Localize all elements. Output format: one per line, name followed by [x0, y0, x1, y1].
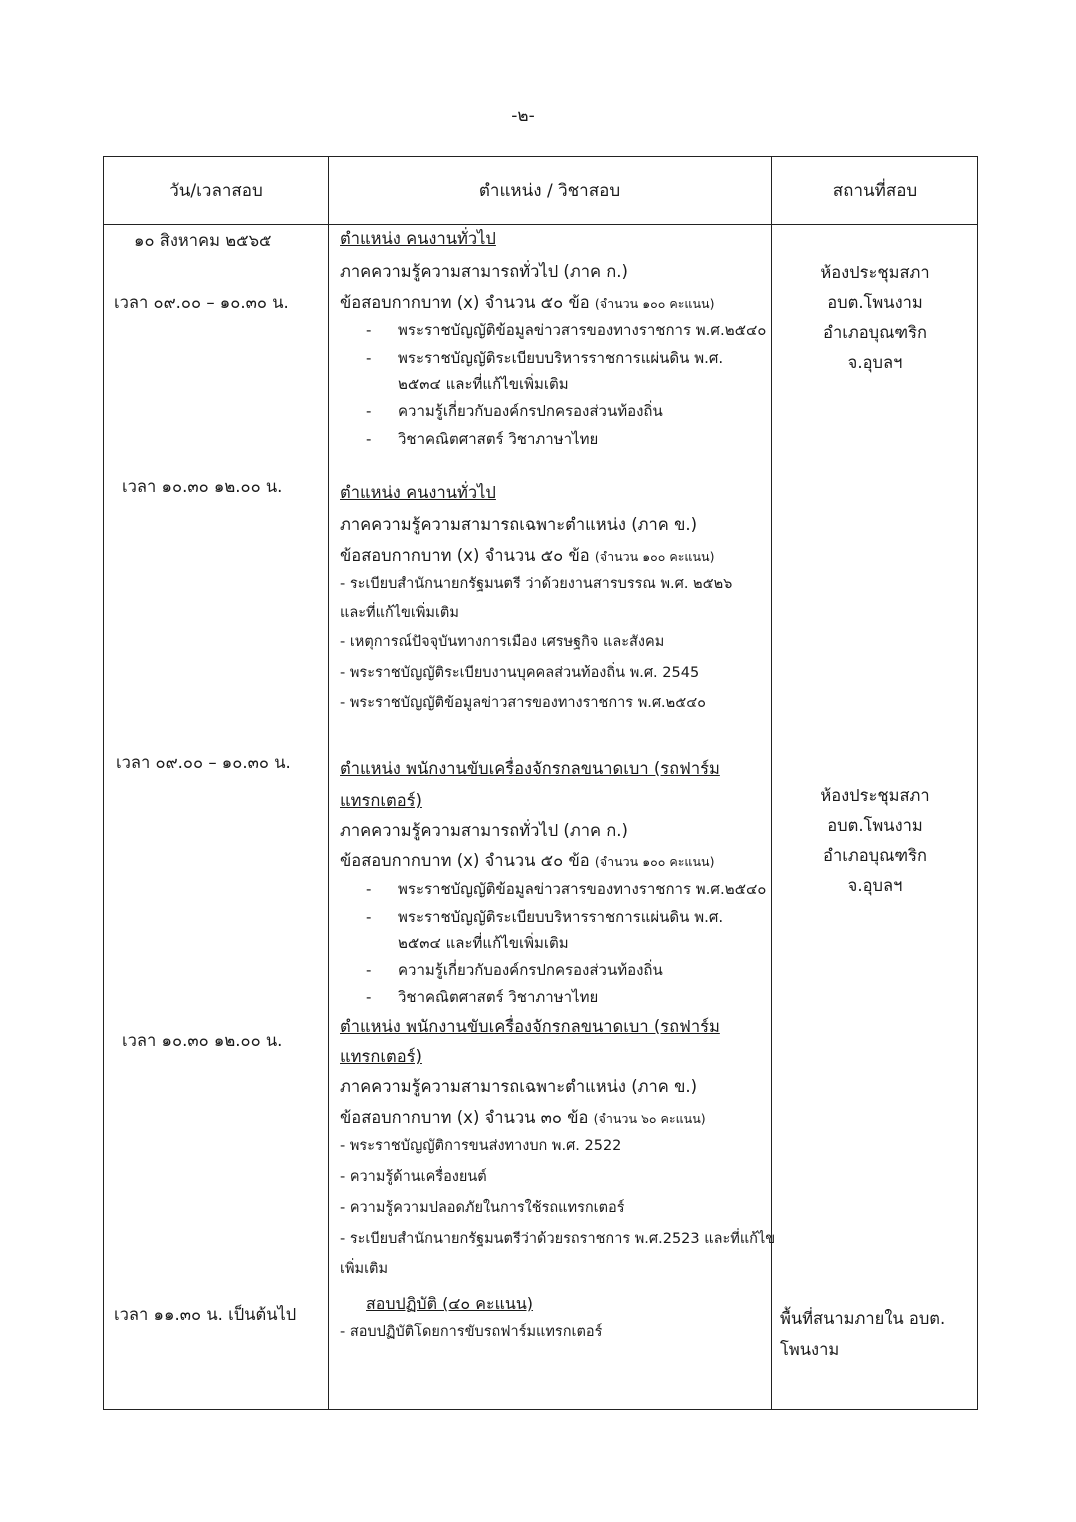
- header-location: สถานที่สอบ: [832, 181, 918, 201]
- header-position-subject: ตำแหน่ง / วิชาสอบ: [478, 181, 621, 201]
- location-3-line-2: โพนงาม: [780, 1340, 840, 1359]
- block4-item-4-cont: เพิ่มเติม: [340, 1261, 389, 1277]
- block4-item-2: - ความรู้ด้านเครื่องยนต์: [340, 1169, 487, 1185]
- time-slot-3: เวลา ๐๙.๐๐ – ๑๐.๓๐ น.: [116, 753, 291, 772]
- block5-item-1: - สอบปฏิบัติโดยการขับรถฟาร์มแทรกเตอร์: [340, 1324, 603, 1340]
- location-1-line-3: อำเภอบุณฑริก: [823, 323, 927, 342]
- block4-item-4: - ระเบียบสำนักนายกรัฐมนตรีว่าด้วยรถราชการ พ.ศ.2523 และที่แก้ไข: [340, 1231, 776, 1247]
- block3-item-3: - ความรู้เกี่ยวกับองค์กรปกครองส่วนท้องถิ่น: [366, 961, 663, 979]
- block2-part: ภาคความรู้ความสามารถเฉพาะตำแหน่ง (ภาค ข.): [340, 515, 698, 534]
- block4-item-3: - ความรู้ความปลอดภัยในการใช้รถแทรกเตอร์: [340, 1200, 625, 1216]
- time-slot-5: เวลา ๑๑.๓๐ น. เป็นต้นไป: [114, 1305, 297, 1324]
- location-3-line-1: พื้นที่สนามภายใน อบต.: [780, 1309, 946, 1328]
- block3-position-cont: แทรกเตอร์): [340, 791, 422, 810]
- location-3: [780, 1303, 945, 1365]
- block1-item-2-cont: ๒๕๓๔ และที่แก้ไขเพิ่มเติม: [398, 375, 569, 393]
- block1-item-4: - วิชาคณิตศาสตร์ วิชาภาษาไทย: [366, 430, 599, 448]
- header-divider: [104, 224, 977, 225]
- time-slot-4: เวลา ๑๐.๓๐ ๑๒.๐๐ น.: [122, 1031, 283, 1050]
- time-slot-1: เวลา ๐๙.๐๐ – ๑๐.๓๐ น.: [114, 293, 289, 312]
- block3-position: ตำแหน่ง พนักงานขับเครื่องจักรกลขนาดเบา (รถฟาร์ม: [340, 759, 720, 778]
- block3-item-2: - พระราชบัญญัติระเบียบบริหารราชการแผ่นดิน พ.ศ.: [366, 908, 724, 926]
- block3-item-1: - พระราชบัญญัติข้อมูลข่าวสารของทางราชการ พ.ศ.๒๕๔๐: [366, 880, 767, 898]
- block2-position: ตำแหน่ง คนงานทั่วไป: [340, 483, 496, 502]
- block1-item-3: - ความรู้เกี่ยวกับองค์กรปกครองส่วนท้องถิ่น: [366, 402, 663, 420]
- location-1-line-2: อบต.โพนงาม: [827, 293, 923, 312]
- page-number: -๒-: [511, 106, 535, 126]
- block3-item-4: - วิชาคณิตศาสตร์ วิชาภาษาไทย: [366, 988, 599, 1006]
- location-2: [771, 781, 979, 901]
- location-2-line-2: อบต.โพนงาม: [827, 816, 923, 835]
- location-2-line-1: ห้องประชุมสภา: [820, 786, 930, 805]
- exam-schedule-table: [103, 156, 978, 1410]
- block3-item-2-cont: ๒๕๓๔ และที่แก้ไขเพิ่มเติม: [398, 934, 569, 952]
- block1-item-2: - พระราชบัญญัติระเบียบบริหารราชการแผ่นดิน พ.ศ.: [366, 349, 724, 367]
- location-2-line-4: จ.อุบลฯ: [847, 876, 903, 895]
- location-2-line-3: อำเภอบุณฑริก: [823, 846, 927, 865]
- block2-item-4: - พระราชบัญญัติข้อมูลข่าวสารของทางราชการ พ.ศ.๒๕๔๐: [340, 695, 707, 711]
- block3-part: ภาคความรู้ความสามารถทั่วไป (ภาค ก.): [340, 821, 628, 840]
- header-date-time: วัน/เวลาสอบ: [169, 181, 263, 201]
- location-1: [771, 258, 979, 378]
- block3-questions: ข้อสอบกากบาท (x) จำนวน ๕๐ ข้อ (จำนวน ๑๐๐ คะแนน): [340, 851, 715, 870]
- block2-item-1: - ระเบียบสำนักนายกรัฐมนตรี ว่าด้วยงานสารบรรณ พ.ศ. ๒๕๒๖: [340, 576, 733, 592]
- block4-position: ตำแหน่ง พนักงานขับเครื่องจักรกลขนาดเบา (รถฟาร์ม: [340, 1017, 720, 1036]
- block1-questions: ข้อสอบกากบาท (x) จำนวน ๕๐ ข้อ (จำนวน ๑๐๐ คะแนน): [340, 293, 715, 312]
- block1-position: ตำแหน่ง คนงานทั่วไป: [340, 229, 496, 248]
- location-1-line-1: ห้องประชุมสภา: [820, 263, 930, 282]
- block1-item-1: - พระราชบัญญัติข้อมูลข่าวสารของทางราชการ พ.ศ.๒๕๔๐: [366, 321, 767, 339]
- block4-part: ภาคความรู้ความสามารถเฉพาะตำแหน่ง (ภาค ข.): [340, 1077, 698, 1096]
- block4-questions: ข้อสอบกากบาท (x) จำนวน ๓๐ ข้อ (จำนวน ๖๐ คะแนน): [340, 1108, 706, 1127]
- exam-date: ๑๐ สิงหาคม ๒๕๖๕: [134, 231, 272, 250]
- block2-item-3: - พระราชบัญญัติระเบียบงานบุคคลส่วนท้องถิ่น พ.ศ. 2545: [340, 665, 700, 681]
- location-1-line-4: จ.อุบลฯ: [847, 353, 903, 372]
- block2-item-2: - เหตุการณ์ปัจจุบันทางการเมือง เศรษฐกิจ และสังคม: [340, 634, 665, 650]
- time-slot-2: เวลา ๑๐.๓๐ ๑๒.๐๐ น.: [122, 477, 283, 496]
- block5-title: สอบปฏิบัติ (๔๐ คะแนน): [366, 1294, 533, 1313]
- block4-position-cont: แทรกเตอร์): [340, 1047, 422, 1066]
- block2-questions: ข้อสอบกากบาท (x) จำนวน ๕๐ ข้อ (จำนวน ๑๐๐ คะแนน): [340, 546, 715, 565]
- block2-item-1-cont: และที่แก้ไขเพิ่มเติม: [340, 605, 459, 621]
- block4-item-1: - พระราชบัญญัติการขนส่งทางบก พ.ศ. 2522: [340, 1138, 622, 1154]
- block1-part: ภาคความรู้ความสามารถทั่วไป (ภาค ก.): [340, 262, 628, 281]
- column-divider: [328, 157, 329, 1409]
